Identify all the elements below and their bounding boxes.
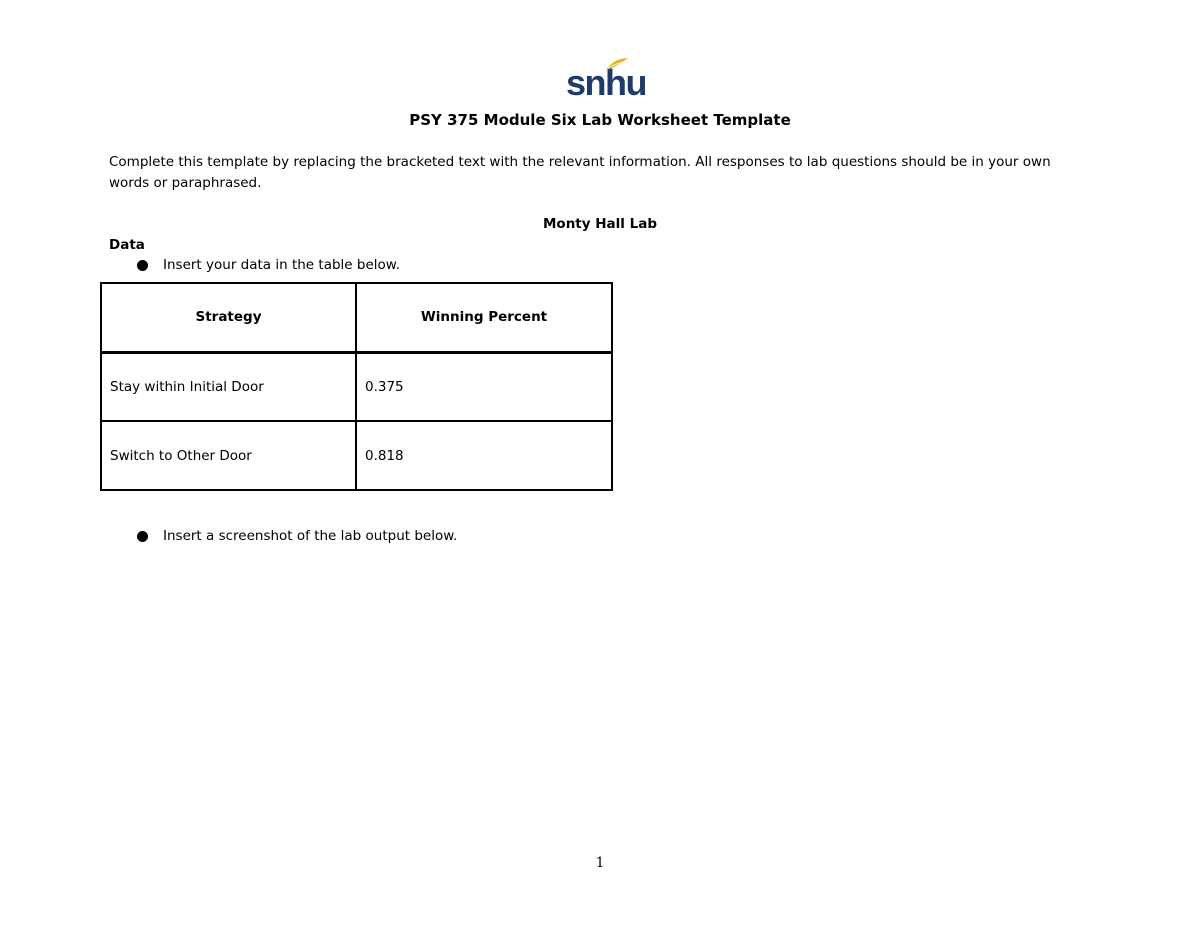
snhu-leaf-icon	[605, 57, 629, 71]
bullet-item-insert-data	[137, 256, 400, 274]
table-cell-strategy: Stay within Initial Door	[101, 352, 356, 421]
bullet-icon	[137, 260, 148, 271]
snhu-logo	[566, 57, 646, 103]
bullet-text: Insert your data in the table below.	[163, 257, 400, 273]
table-cell-winning-percent: 0.375	[356, 352, 612, 421]
table-row	[101, 352, 612, 421]
table-row	[101, 421, 612, 490]
column-header-winning-percent: Winning Percent	[356, 283, 612, 352]
table-cell-winning-percent: 0.818	[356, 421, 612, 490]
section-title: Monty Hall Lab	[542, 216, 657, 232]
page-number: 1	[595, 855, 605, 871]
table-cell-strategy: Switch to Other Door	[101, 421, 356, 490]
logo-text: snhu	[566, 62, 646, 103]
column-header-strategy: Strategy	[101, 283, 356, 352]
page-title: PSY 375 Module Six Lab Worksheet Template	[409, 111, 791, 129]
bullet-icon	[137, 531, 148, 542]
bullet-text: Insert a screenshot of the lab output below.	[163, 528, 458, 544]
intro-paragraph: Complete this template by replacing the bracketed text with the relevant information. All responses to lab questions should be in your own words or paraphrased.	[109, 154, 1051, 191]
data-table	[100, 282, 613, 491]
table-header-row	[101, 283, 612, 352]
bullet-item-insert-screenshot	[137, 527, 457, 545]
data-heading: Data	[109, 237, 145, 253]
